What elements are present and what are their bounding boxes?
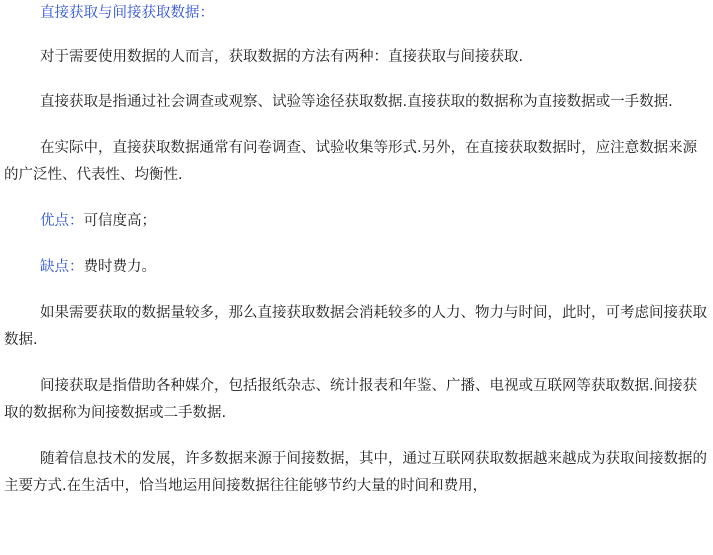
paragraph-intro: 对于需要使用数据的人而言，获取数据的方法有两种：直接获取与间接获取.: [40, 49, 524, 65]
advantage-label: 优点：: [40, 213, 84, 229]
disadvantage-line: [4, 254, 710, 281]
paragraph-consider-indirect: 如果需要获取的数据量较多，那么直接获取数据会消耗较多的人力、物力与时间，此时，可考虑间接获取数据.: [4, 305, 707, 348]
advantage-text: 可信度高；: [83, 213, 156, 229]
disadvantage-label: 缺点：: [40, 259, 84, 275]
paragraph-direct-practice: 在实际中，直接获取数据通常有问卷调查、试验收集等形式.另外，在直接获取数据时，应注意数据来源的广泛性、代表性、均衡性.: [4, 140, 698, 183]
paragraph-direct-definition: 直接获取是指通过社会调查或观察、试验等途径获取数据.直接获取的数据称为直接数据或一手数据.: [40, 94, 673, 110]
paragraph-information-technology: 随着信息技术的发展，许多数据来源于间接数据，其中，通过互联网获取数据越来越成为获取间接数据的主要方式.在生活中，恰当地运用间接数据往往能够节约大量的时间和费用，: [4, 451, 707, 494]
disadvantage-text: 费时费力。: [83, 259, 156, 275]
advantage-line: [4, 208, 710, 235]
section-heading: 直接获取与间接获取数据：: [40, 5, 214, 21]
paragraph-indirect-definition: 间接获取是指借助各种媒介，包括报纸杂志、统计报表和年鉴、广播、电视或互联网等获取数据.间接获取的数据称为间接数据或二手数据.: [4, 378, 698, 421]
document-body: [4, 0, 710, 500]
